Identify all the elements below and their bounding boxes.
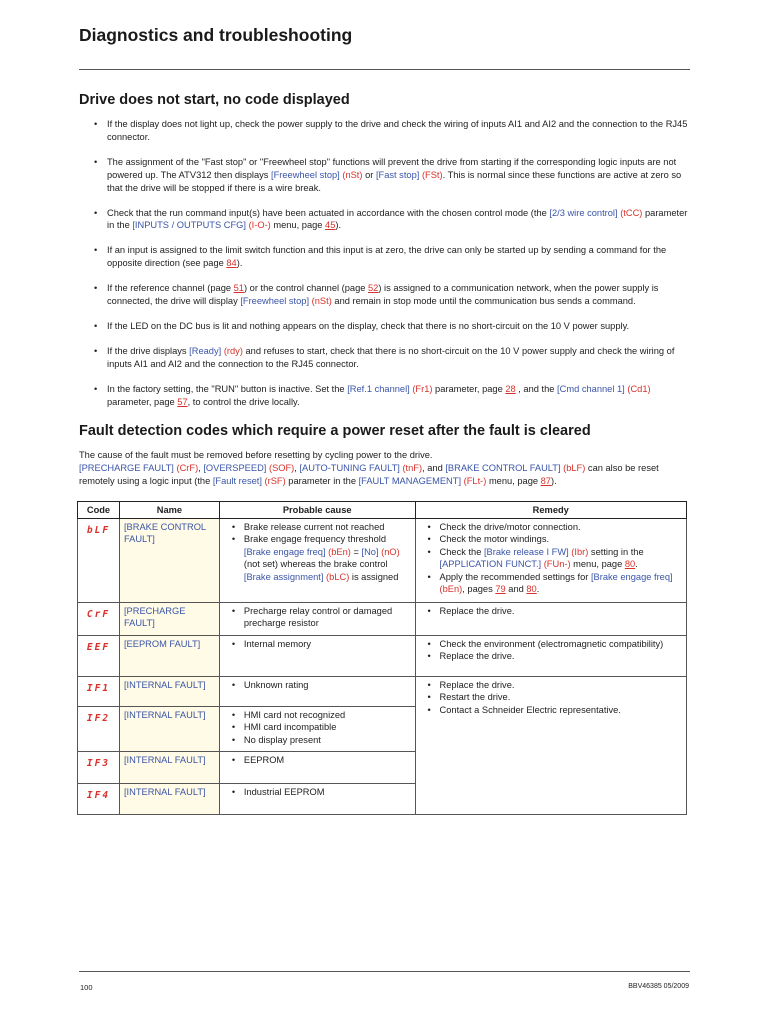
fault-name-cell: [BRAKE CONTROL FAULT] [119, 519, 219, 603]
page-reference-link[interactable]: 84 [226, 258, 237, 269]
parameter-code: (FUn-) [543, 559, 571, 570]
probable-cause-cell [219, 677, 415, 707]
page-reference-link[interactable]: 57 [177, 396, 188, 407]
fault-code-display: IF4 [86, 790, 111, 801]
table-row [78, 636, 687, 677]
page-reference-link[interactable]: 45 [325, 220, 336, 231]
list-item: • The assignment of the "Fast stop" or "Freewheel stop" functions will prevent the drive from starting if the corresponding logic inputs are not powered up. The ATV312 then displays [Freewheel stop] (nSt) or [Fast stop] (FSt). This is normal since these functions are active at zero so that the drive will be stopped if there is a wire break. [84, 156, 690, 195]
page-reference-link[interactable]: 28 [505, 383, 516, 394]
parameter-code: (Fr1) [412, 383, 433, 394]
header-divider [79, 69, 690, 70]
parameter-name: [Fast stop] [375, 169, 420, 180]
fault-name-cell: [PRECHARGE FAULT] [119, 603, 219, 636]
remedy-item: • Restart the drive. [420, 691, 682, 703]
remedy-item: • Apply the recommended settings for [Brake engage freq] (bEn), pages 79 and 80. [420, 571, 682, 596]
probable-cause-cell [219, 519, 415, 603]
parameter-name: [Freewheel stop] [271, 169, 340, 180]
list-item: • If the drive displays [Ready] (rdy) and refuses to start, check that there is no short-circuit on the 10 V power supply and check the wiring of inputs AI1 and AI2 and the connection to the RJ45 connector. [84, 345, 690, 371]
cause-item: • EEPROM [224, 754, 411, 766]
parameter-name: [APPLICATION FUNCT.] [439, 559, 542, 570]
parameter-name: [2/3 wire control] [549, 207, 618, 218]
fault-code-cell [78, 603, 120, 636]
parameter-code: (CrF) [176, 462, 199, 473]
section-heading-fault-codes: Fault detection codes which require a power reset after the fault is cleared [79, 423, 591, 439]
fault-name-cell: [INTERNAL FAULT] [119, 707, 219, 752]
fault-code-display: EEF [86, 642, 111, 653]
fault-intro-paragraph: The cause of the fault must be removed before resetting by cycling power to the drive. [PRECHARGE FAULT] (CrF), [OVERSPEED] (SOF), [AUTO-TUNING FAULT] (tnF), and [BRAKE CONTROL FAULT] (bLF) can also be reset remotely using a logic input (the [Fault reset] (rSF) parameter in the [FAULT MANAGEMENT] (FLt-) menu, page 87). [79, 450, 659, 486]
list-item: • If an input is assigned to the limit switch function and this input is at zero, the drive can only be started up by sending a command for the opposite direction (see page 84). [84, 244, 690, 270]
parameter-name: [AUTO-TUNING FAULT] [299, 462, 400, 473]
remedy-item: • Replace the drive. [420, 679, 682, 691]
no-code-checklist [84, 118, 690, 409]
list-item: • Check that the run command input(s) have been actuated in accordance with the chosen control mode (the [2/3 wire control] (tCC) parameter in the [INPUTS / OUTPUTS CFG] (I-O-) menu, page 45). [84, 207, 690, 233]
parameter-code: (nSt) [311, 296, 332, 307]
section-heading-no-code: Drive does not start, no code displayed [79, 92, 350, 108]
cause-item: • Internal memory [224, 638, 411, 650]
list-item: • If the LED on the DC bus is lit and nothing appears on the display, check that there is no short-circuit on the 10 V power supply. [84, 320, 690, 333]
list-item: • If the display does not light up, check the power supply to the drive and check the wiring of inputs AI1 and AI2 and the connection to the RJ45 connector. [84, 118, 690, 144]
parameter-code: (Ibr) [571, 546, 589, 557]
page-reference-link[interactable]: 79 [495, 584, 506, 595]
parameter-name: [Cmd channel 1] [557, 383, 625, 394]
cause-item: • Brake engage frequency threshold [Brake engage freq] (bEn) = [No] (nO) (not set) whereas the brake control [Brake assignment] (bLC) is assigned [224, 533, 411, 583]
column-header-name: Name [119, 502, 219, 519]
fault-code-display: IF2 [86, 713, 111, 724]
parameter-name: [Brake engage freq] [590, 571, 673, 582]
parameter-code: (bEn) [328, 546, 351, 557]
remedy-item: • Replace the drive. [420, 605, 682, 617]
table-row [78, 677, 687, 707]
fault-codes-table [77, 501, 687, 815]
parameter-name: [Fault reset] [212, 475, 262, 486]
cause-item: • Unknown rating [224, 679, 411, 691]
parameter-name: [Freewheel stop] [240, 296, 310, 307]
parameter-code: (SOF) [268, 462, 295, 473]
page-reference-link[interactable]: 52 [368, 283, 379, 294]
parameter-code: (bLC) [326, 571, 350, 582]
fault-code-cell [78, 784, 120, 815]
page-reference-link[interactable]: 80 [624, 559, 636, 570]
page-reference-link[interactable]: 87 [540, 475, 551, 486]
remedy-item: • Check the [Brake release I FW] (Ibr) setting in the [APPLICATION FUNCT.] (FUn-) menu, page 80. [420, 546, 682, 571]
document-reference: BBV46385 05/2009 [628, 983, 689, 990]
parameter-code: (rdy) [223, 345, 243, 356]
parameter-code: (rSF) [264, 475, 286, 486]
fault-name-cell: [INTERNAL FAULT] [119, 784, 219, 815]
remedy-item: • Contact a Schneider Electric representative. [420, 704, 682, 716]
parameter-code: (tnF) [402, 462, 423, 473]
remedy-cell [415, 636, 686, 677]
probable-cause-cell [219, 707, 415, 752]
parameter-name: [OVERSPEED] [203, 462, 267, 473]
remedy-item: • Replace the drive. [420, 650, 682, 662]
probable-cause-cell [219, 603, 415, 636]
table-row [78, 519, 687, 603]
parameter-name: [Ready] [189, 345, 222, 356]
fault-code-cell [78, 752, 120, 784]
probable-cause-cell [219, 784, 415, 815]
fault-code-cell [78, 519, 120, 603]
parameter-code: (bEn) [439, 584, 463, 595]
fault-code-display: IF1 [86, 683, 111, 694]
parameter-name: [Brake release I FW] [483, 546, 569, 557]
table-row [78, 603, 687, 636]
cause-item: • HMI card not recognized [224, 709, 411, 721]
cause-item: • HMI card incompatible [224, 721, 411, 733]
parameter-name: [Brake assignment] [243, 571, 324, 582]
parameter-code: (nO) [381, 546, 400, 557]
parameter-name: [BRAKE CONTROL FAULT] [445, 462, 561, 473]
remedy-cell [415, 603, 686, 636]
fault-code-cell [78, 677, 120, 707]
cause-item: • Industrial EEPROM [224, 786, 411, 798]
cause-item: • No display present [224, 734, 411, 746]
remedy-item: • Check the motor windings. [420, 533, 682, 545]
column-header-code: Code [78, 502, 120, 519]
fault-code-display: CrF [86, 609, 111, 620]
fault-code-cell [78, 707, 120, 752]
cause-item: • Precharge relay control or damaged precharge resistor [224, 605, 411, 630]
footer-divider [79, 971, 690, 972]
column-header-probable-cause: Probable cause [219, 502, 415, 519]
parameter-name: [INPUTS / OUTPUTS CFG] [132, 220, 246, 231]
fault-name-cell: [INTERNAL FAULT] [119, 677, 219, 707]
page-reference-link[interactable]: 80 [526, 584, 537, 595]
remedy-item: • Check the environment (electromagnetic compatibility) [420, 638, 682, 650]
table-header-row [78, 502, 687, 519]
fault-code-display: bLF [86, 525, 111, 536]
parameter-code: (FSt) [421, 169, 443, 180]
parameter-code: (Cd1) [627, 383, 651, 394]
page-reference-link[interactable]: 51 [233, 283, 244, 294]
parameter-code: (FLt-) [463, 475, 487, 486]
parameter-name: [Ref.1 channel] [347, 383, 410, 394]
remedy-cell [415, 677, 686, 815]
page-number: 100 [80, 983, 93, 992]
remedy-item: • Check the drive/motor connection. [420, 521, 682, 533]
parameter-code: (I-O-) [248, 220, 271, 231]
parameter-name: [Brake engage freq] [243, 546, 326, 557]
remedy-cell [415, 519, 686, 603]
list-item: • If the reference channel (page 51) or the control channel (page 52) is assigned to a communication network, when the power supply is connected, the drive will display [Freewheel stop] (nSt) and remain in stop mode until the communication bus sends a command. [84, 282, 690, 308]
parameter-code: (bLF) [563, 462, 586, 473]
cause-item: • Brake release current not reached [224, 521, 411, 533]
parameter-name: [FAULT MANAGEMENT] [358, 475, 462, 486]
fault-name-cell: [EEPROM FAULT] [119, 636, 219, 677]
fault-code-display: IF3 [86, 758, 111, 769]
fault-code-cell [78, 636, 120, 677]
page-title: Diagnostics and troubleshooting [79, 25, 353, 45]
column-header-remedy: Remedy [415, 502, 686, 519]
parameter-code: (tCC) [620, 207, 643, 218]
parameter-code: (nSt) [342, 169, 363, 180]
parameter-name: [PRECHARGE FAULT] [79, 462, 174, 473]
parameter-name: [No] [361, 546, 379, 557]
probable-cause-cell [219, 752, 415, 784]
list-item: • In the factory setting, the "RUN" button is inactive. Set the [Ref.1 channel] (Fr1) parameter, page 28 , and the [Cmd channel 1] (Cd1) parameter, page 57, to control the drive locally. [84, 383, 690, 409]
fault-name-cell: [INTERNAL FAULT] [119, 752, 219, 784]
probable-cause-cell [219, 636, 415, 677]
